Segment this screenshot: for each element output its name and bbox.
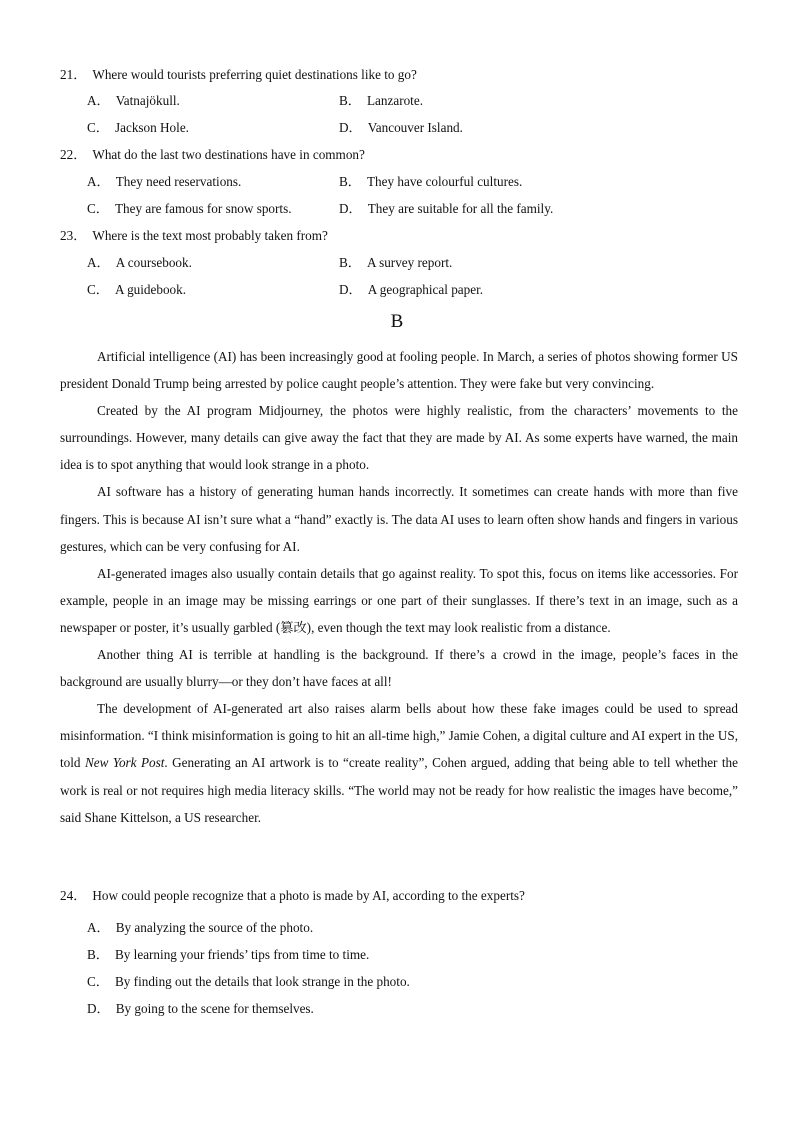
passage-paragraph-6: [60, 695, 738, 830]
question-text: What do the last two destinations have in common?: [92, 147, 365, 162]
option-letter: A．: [87, 920, 110, 935]
option-23-a: [87, 252, 192, 271]
question-number: 23．: [60, 228, 87, 243]
section-title: B: [390, 311, 404, 332]
option-letter: A．: [87, 93, 110, 108]
option-text: Vatnajökull.: [115, 93, 180, 108]
option-text: By going to the scene for themselves.: [115, 1001, 314, 1016]
reading-passage: [60, 343, 738, 831]
option-22-c: [87, 198, 292, 217]
passage-paragraph-5: Another thing AI is terrible at handling is the background. If there’s a crowd in the image, people’s faces in the background are usually blurry—or they don’t have faces at all!: [60, 647, 738, 690]
option-text: A geographical paper.: [367, 282, 484, 297]
option-24-c: [87, 971, 410, 990]
option-23-d: [339, 279, 483, 298]
option-letter: D．: [87, 1001, 110, 1016]
option-text: A coursebook.: [115, 255, 192, 270]
option-letter: D．: [339, 120, 362, 135]
option-text: They need reservations.: [115, 174, 242, 189]
option-letter: A．: [87, 255, 110, 270]
option-24-a: [87, 917, 313, 936]
option-letter: B．: [339, 255, 361, 270]
option-21-d: [339, 117, 463, 136]
option-text: Vancouver Island.: [367, 120, 463, 135]
question-text: How could people recognize that a photo is made by AI, according to the experts?: [92, 888, 525, 903]
option-letter: D．: [339, 201, 362, 216]
option-letter: A．: [87, 174, 110, 189]
option-text: They are suitable for all the family.: [367, 201, 554, 216]
option-21-a: [87, 90, 180, 109]
paragraph-text: . Generating an AI artwork is to “create reality”, Cohen argued, adding that being able to tell whether the work is real or not requires high media literacy skills. “The world may not be ready for how realistic the images have become,” said Shane Kittelson, a US researcher.: [60, 755, 738, 825]
option-22-a: [87, 171, 241, 190]
option-23-c: [87, 279, 186, 298]
option-letter: C．: [87, 201, 109, 216]
option-text: By finding out the details that look strange in the photo.: [114, 974, 410, 989]
option-24-d: [87, 998, 314, 1017]
passage-paragraph-4: AI-generated images also usually contain details that go against reality. To spot this, focus on items like accessories. For example, people in an image may be missing earrings or one part of their sunglasses. If there’s text in an image, such as a newspaper or poster, it’s usually garbled (篡改), even though the text may look realistic from a distance.: [60, 565, 738, 635]
question-number: 21．: [60, 67, 87, 82]
option-22-b: [339, 171, 522, 190]
option-22-d: [339, 198, 553, 217]
question-24: [60, 885, 525, 904]
option-23-b: [339, 252, 452, 271]
question-number: 22．: [60, 147, 87, 162]
option-21-c: [87, 117, 189, 136]
option-text: Lanzarote.: [366, 93, 423, 108]
passage-paragraph-3: AI software has a history of generating human hands incorrectly. It sometimes can create hands with more than five fingers. This is because AI isn’t sure what a “hand” exactly is. The data AI uses to learn often show hands and fingers in various gestures, which can be very confusing for AI.: [60, 484, 738, 554]
question-22: [60, 144, 740, 163]
question-23: [60, 225, 740, 244]
option-24-b: [87, 944, 369, 963]
option-21-b: [339, 90, 423, 109]
question-text: Where would tourists preferring quiet destinations like to go?: [92, 67, 417, 82]
paragraph-text: The development of AI-generated art also raises alarm bells about how these fake images could be used to spread misinformation. “I think misinformation is going to hit an all-time high,” Jamie Cohen, a digital culture and AI expert in the US, told: [60, 701, 738, 771]
option-letter: B．: [339, 93, 361, 108]
option-text: A survey report.: [366, 255, 453, 270]
option-text: They have colourful cultures.: [366, 174, 523, 189]
option-text: By analyzing the source of the photo.: [115, 920, 314, 935]
option-text: By learning your friends’ tips from time to time.: [114, 947, 370, 962]
option-letter: B．: [339, 174, 361, 189]
option-text: A guidebook.: [114, 282, 187, 297]
passage-paragraph-2: Created by the AI program Midjourney, the photos were highly realistic, from the characters’ movements to the surroundings. However, many details can give away the fact that they are made by AI. As some experts have warned, the main idea is to spot anything that would look strange in a photo.: [60, 403, 738, 473]
option-letter: C．: [87, 974, 109, 989]
question-text: Where is the text most probably taken from?: [92, 228, 328, 243]
passage-paragraph-1: Artificial intelligence (AI) has been increasingly good at fooling people. In March, a series of photos showing former US president Donald Trump being arrested by police caught people’s attention. They were fake but very convincing.: [60, 349, 738, 392]
option-letter: B．: [87, 947, 109, 962]
question-number: 24．: [60, 888, 87, 903]
option-text: Jackson Hole.: [114, 120, 189, 135]
option-letter: D．: [339, 282, 362, 297]
publication-name: New York Post: [84, 755, 165, 771]
option-letter: C．: [87, 282, 109, 297]
question-21: [60, 64, 740, 83]
option-text: They are famous for snow sports.: [114, 201, 292, 216]
option-letter: C．: [87, 120, 109, 135]
